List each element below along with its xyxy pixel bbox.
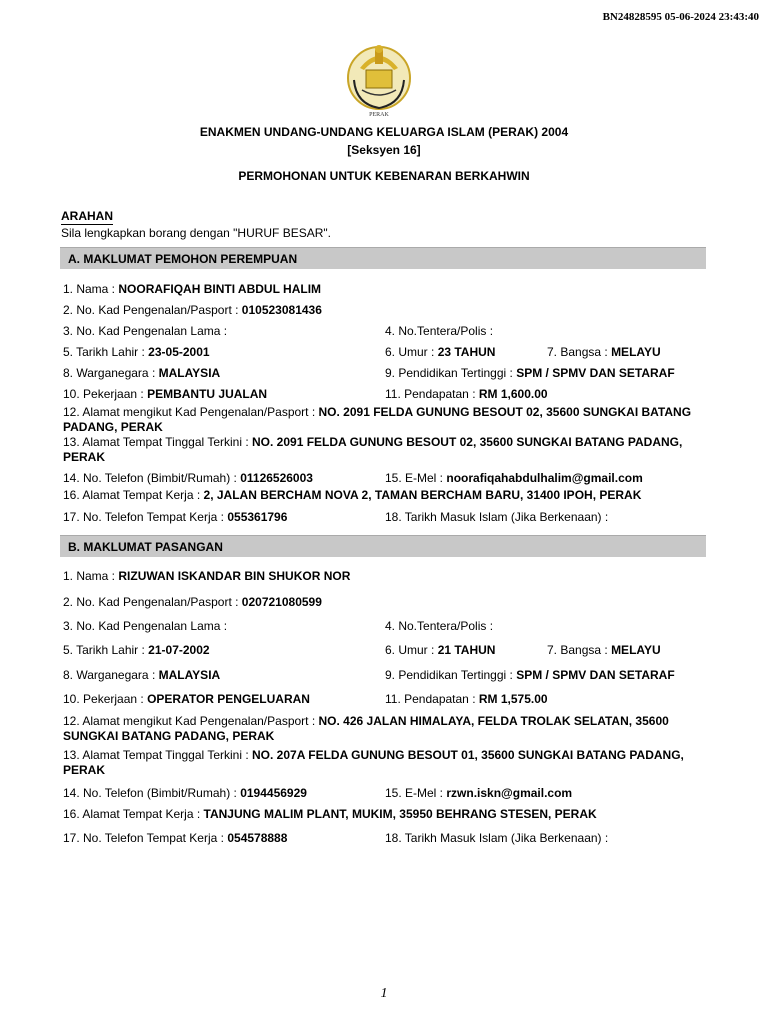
b-occupation-field: 10. Pekerjaan : OPERATOR PENGELUARAN: [63, 692, 310, 706]
page-number: 1: [380, 986, 388, 1001]
b-current-address-field: 13. Alamat Tempat Tinggal Terkini : NO. 207A FELDA GUNUNG BESOUT 01, 35600 SUNGKAI BATANG PADANG, PERAK: [63, 748, 684, 777]
b-phone-field: 14. No. Telefon (Bimbit/Rumah) : 0194456929: [63, 786, 307, 800]
crest-label: PERAK: [369, 112, 389, 118]
a-nama-field: 1. Nama : NOORAFIQAH BINTI ABDUL HALIM: [63, 282, 322, 296]
section-b-header: B. MAKLUMAT PASANGAN: [60, 535, 706, 557]
a-old-ic-field: 3. No. Kad Pengenalan Lama :: [63, 324, 228, 338]
a-work-phone-field: 17. No. Telefon Tempat Kerja : 055361796: [63, 510, 288, 524]
b-email-field: 15. E-Mel : rzwn.iskn@gmail.com: [385, 786, 573, 800]
b-ic-field: 2. No. Kad Pengenalan/Pasport : 020721080599: [63, 595, 322, 609]
a-ic-address-field: 12. Alamat mengikut Kad Pengenalan/Pasport : NO. 2091 FELDA GUNUNG BESOUT 02, 35600 SUNGKAI BATANG PADANG, PERAK: [63, 405, 692, 434]
a-current-address-field: 13. Alamat Tempat Tinggal Terkini : NO. 2091 FELDA GUNUNG BESOUT 02, 35600 SUNGKAI BATANG PADANG, PERAK: [63, 435, 683, 464]
b-old-ic-field: 3. No. Kad Pengenalan Lama :: [63, 619, 228, 633]
perak-crest-icon: [346, 40, 412, 118]
document-reference: BN24828595 05-06-2024 23:43:40: [602, 11, 759, 23]
b-work-phone-field: 17. No. Telefon Tempat Kerja : 054578888: [63, 831, 288, 845]
b-conversion-date-field: 18. Tarikh Masuk Islam (Jika Berkenaan) :: [385, 831, 609, 845]
b-education-field: 9. Pendidikan Tertinggi : SPM / SPMV DAN SETARAF: [385, 668, 675, 682]
section-reference: [Seksyen 16]: [347, 143, 421, 157]
a-military-field: 4. No.Tentera/Polis :: [385, 324, 494, 338]
instructions-heading: ARAHAN: [61, 209, 113, 223]
a-email-field: 15. E-Mel : noorafiqahabdulhalim@gmail.com: [385, 471, 643, 485]
a-race-field: 7. Bangsa : MELAYU: [547, 345, 661, 359]
b-race-field: 7. Bangsa : MELAYU: [547, 643, 661, 657]
b-ic-address-field: 12. Alamat mengikut Kad Pengenalan/Pasport : NO. 426 JALAN HIMALAYA, FELDA TROLAK SELATAN, 35600 SUNGKAI BATANG PADANG, PERAK: [63, 714, 669, 743]
a-income-field: 11. Pendapatan : RM 1,600.00: [385, 387, 548, 401]
b-citizenship-field: 8. Warganegara : MALAYSIA: [63, 668, 221, 682]
b-military-field: 4. No.Tentera/Polis :: [385, 619, 494, 633]
form-title: PERMOHONAN UNTUK KEBENARAN BERKAHWIN: [238, 169, 530, 183]
b-income-field: 11. Pendapatan : RM 1,575.00: [385, 692, 548, 706]
section-a-header: A. MAKLUMAT PEMOHON PEREMPUAN: [60, 247, 706, 269]
a-ic-field: 2. No. Kad Pengenalan/Pasport : 010523081436: [63, 303, 322, 317]
a-education-field: 9. Pendidikan Tertinggi : SPM / SPMV DAN SETARAF: [385, 366, 675, 380]
a-citizenship-field: 8. Warganegara : MALAYSIA: [63, 366, 221, 380]
a-age-field: 6. Umur : 23 TAHUN: [385, 345, 496, 359]
a-phone-field: 14. No. Telefon (Bimbit/Rumah) : 01126526003: [63, 471, 313, 485]
b-dob-field: 5. Tarikh Lahir : 21-07-2002: [63, 643, 210, 657]
a-dob-field: 5. Tarikh Lahir : 23-05-2001: [63, 345, 210, 359]
a-conversion-date-field: 18. Tarikh Masuk Islam (Jika Berkenaan) :: [385, 510, 609, 524]
b-age-field: 6. Umur : 21 TAHUN: [385, 643, 496, 657]
b-work-address-field: 16. Alamat Tempat Kerja : TANJUNG MALIM PLANT, MUKIM, 35950 BEHRANG STESEN, PERAK: [63, 807, 597, 821]
a-occupation-field: 10. Pekerjaan : PEMBANTU JUALAN: [63, 387, 268, 401]
b-nama-field: 1. Nama : RIZUWAN ISKANDAR BIN SHUKOR NOR: [63, 569, 351, 583]
enactment-title: ENAKMEN UNDANG-UNDANG KELUARGA ISLAM (PERAK) 2004: [199, 125, 569, 139]
instructions-text: Sila lengkapkan borang dengan "HURUF BESAR".: [61, 226, 331, 240]
a-work-address-field: 16. Alamat Tempat Kerja : 2, JALAN BERCHAM NOVA 2, TAMAN BERCHAM BARU, 31400 IPOH, PERAK: [63, 488, 642, 502]
